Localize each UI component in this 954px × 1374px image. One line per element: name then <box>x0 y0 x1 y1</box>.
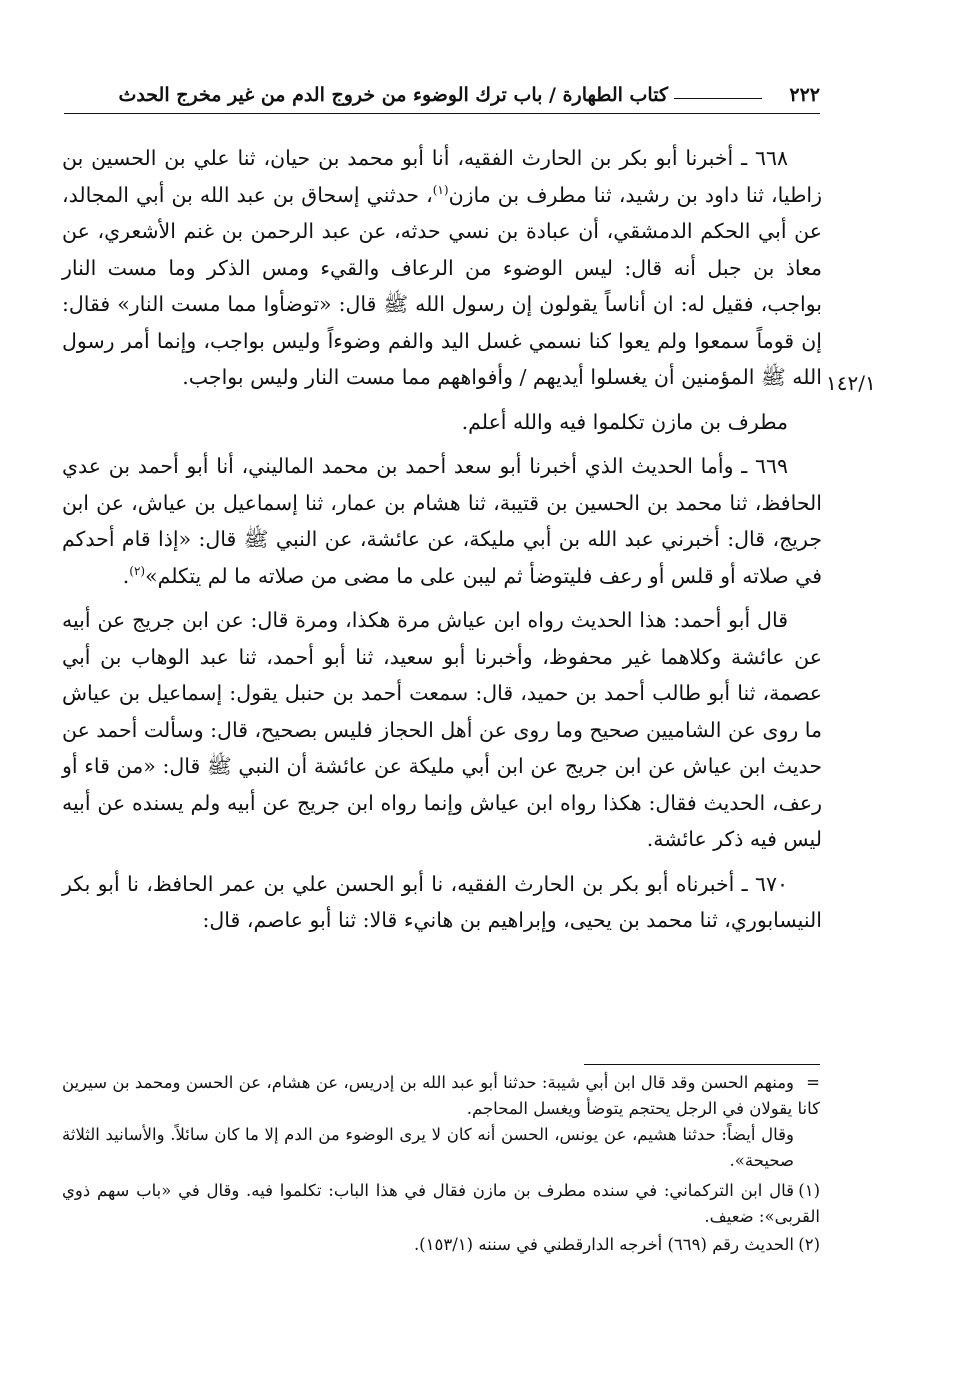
continuation-mark: = <box>806 1073 820 1092</box>
narrator-comment: مطرف بن مازن تكلموا فيه والله أعلم. <box>461 409 788 434</box>
footnote-1 <box>62 1178 820 1230</box>
running-header <box>64 80 820 120</box>
page-number: ٢٢٢ <box>789 84 820 106</box>
footnote-separator <box>584 1064 820 1065</box>
header-underline <box>64 113 820 114</box>
hadith-669 <box>62 448 822 594</box>
main-text <box>62 140 822 943</box>
header-dash-rule <box>674 98 762 99</box>
footnote-ref-2: (٢) <box>129 563 146 578</box>
footnote-continuation-text: ومنهم الحسن وقد قال ابن أبي شيبة: حدثنا أبو عبد الله بن إدريس، عن هشام، عن الحسن ومحمد بن سيرين كانا يقولان في الرجل يحتجم يتوضأ ويغسل المحاجم. <box>62 1073 820 1118</box>
footnote-1-mark: (١) <box>798 1181 820 1200</box>
hadith-668-text: ٦٦٨ ـ أخبرنا أبو بكر بن الحارث الفقيه، أنا أبو محمد بن حيان، ثنا علي بن الحسين بن زاطيا، ثنا داود بن رشيد، ثنا مطرف بن مازن <box>62 146 822 207</box>
footnotes <box>62 1070 820 1260</box>
footnote-2-mark: (٢) <box>798 1235 820 1254</box>
footnote-1-text: قال ابن التركماني: في سنده مطرف بن مازن فقال في هذا الباب: تكلموا فيه. وقال في «باب سهم ذوي القربى»: ضعيف. <box>62 1181 820 1226</box>
footnote-2 <box>62 1232 820 1258</box>
footnote-2-text: الحديث رقم (٦٦٩) أخرجه الدارقطني في سننه (١٥٣/١). <box>413 1235 794 1254</box>
abu-ahmad-commentary: قال أبو أحمد: هذا الحديث رواه ابن عياش مرة هكذا، ومرة قال: عن ابن جريج عن أبيه عن عائشة وكلاهما غير محفوظ، وأخبرنا أبو سعيد، ثنا أبو أحمد، ثنا عبد الوهاب بن أبي عصمة، ثنا أبو طالب أحمد بن حميد، قال: سمعت أحمد بن حنبل يقول: إسماعيل بن عياش ما روى عن الشاميين صحيح وما روى عن أهل الحجاز فليس بصحيح، قال: وسألت أحمد عن حديث ابن عياش عن ابن جريج عن ابن أبي مليكة عن عائشة أن النبي ﷺ قال: «من قاء أو رعف، الحديث فقال: هكذا رواه ابن عياش وإنما رواه ابن جريج عن أبيه ولم يسنده عن أبيه ليس فيه ذكر عائشة. <box>62 608 822 851</box>
hadith-669-text-cont: . <box>122 563 130 588</box>
footnote-ref-1: (١) <box>432 182 449 197</box>
header-title: كتاب الطهارة / باب ترك الوضوء من خروج الدم من غير مخرج الحدث <box>118 84 668 106</box>
margin-reference: ١٤٢/١ <box>826 371 876 395</box>
hadith-668-text-cont: ، حدثني إسحاق بن عبد الله بن أبي المجالد، عن أبي الحكم الدمشقي، أن عبادة بن نسي حدثه، عن عبد الرحمن بن غنم الأشعري، عن معاذ بن جبل أنه قال: ليس الوضوء من الرعاف والقيء ومس الذكر وما مست النار بواجب، فقيل له: ان أناساً يقولون إن رسول الله ﷺ قال: «توضأوا مما مست النار» فقال: إن قوماً سمعوا ولم يعوا كنا نسمي غسل اليد والفم وضوءاً وليس بواجب، وإنما أمر رسول الله ﷺ المؤمنين أن يغسلوا أيديهم / وأفواههم مما مست النار وليس بواجب. <box>62 182 822 389</box>
hadith-668 <box>62 140 822 396</box>
footnote-continuation <box>62 1070 820 1174</box>
hadith-670: ٦٧٠ ـ أخبرناه أبو بكر بن الحارث الفقيه، نا أبو الحسن علي بن عمر الحافظ، نا أبو بكر النيسابوري، ثنا محمد بن يحيى، وإبراهيم بن هانيء قالا: ثنا أبو عاصم، قال: <box>62 871 822 932</box>
hadith-669-text: ٦٦٩ ـ وأما الحديث الذي أخبرنا أبو سعد أحمد بن محمد الماليني، أنا أبو أحمد بن عدي الحافظ، ثنا محمد بن الحسين بن قتيبة، ثنا هشام بن عمار، ثنا إسماعيل بن عياش، عن ابن جريج، قال: أخبرني عبد الله بن أبي مليكة، عن عائشة، عن النبي ﷺ قال: «إذا قام أحدكم في صلاته أو قلس أو رعف فليتوضأ ثم ليبن على ما مضى من صلاته ما لم يتكلم» <box>62 454 822 588</box>
footnote-continuation-text-2: وقال أيضاً: حدثنا هشيم، عن يونس، الحسن أنه كان لا يرى الوضوء من الدم إلا ما كان سائلاً. والأسانيد الثلاثة صحيحة». <box>62 1125 795 1170</box>
